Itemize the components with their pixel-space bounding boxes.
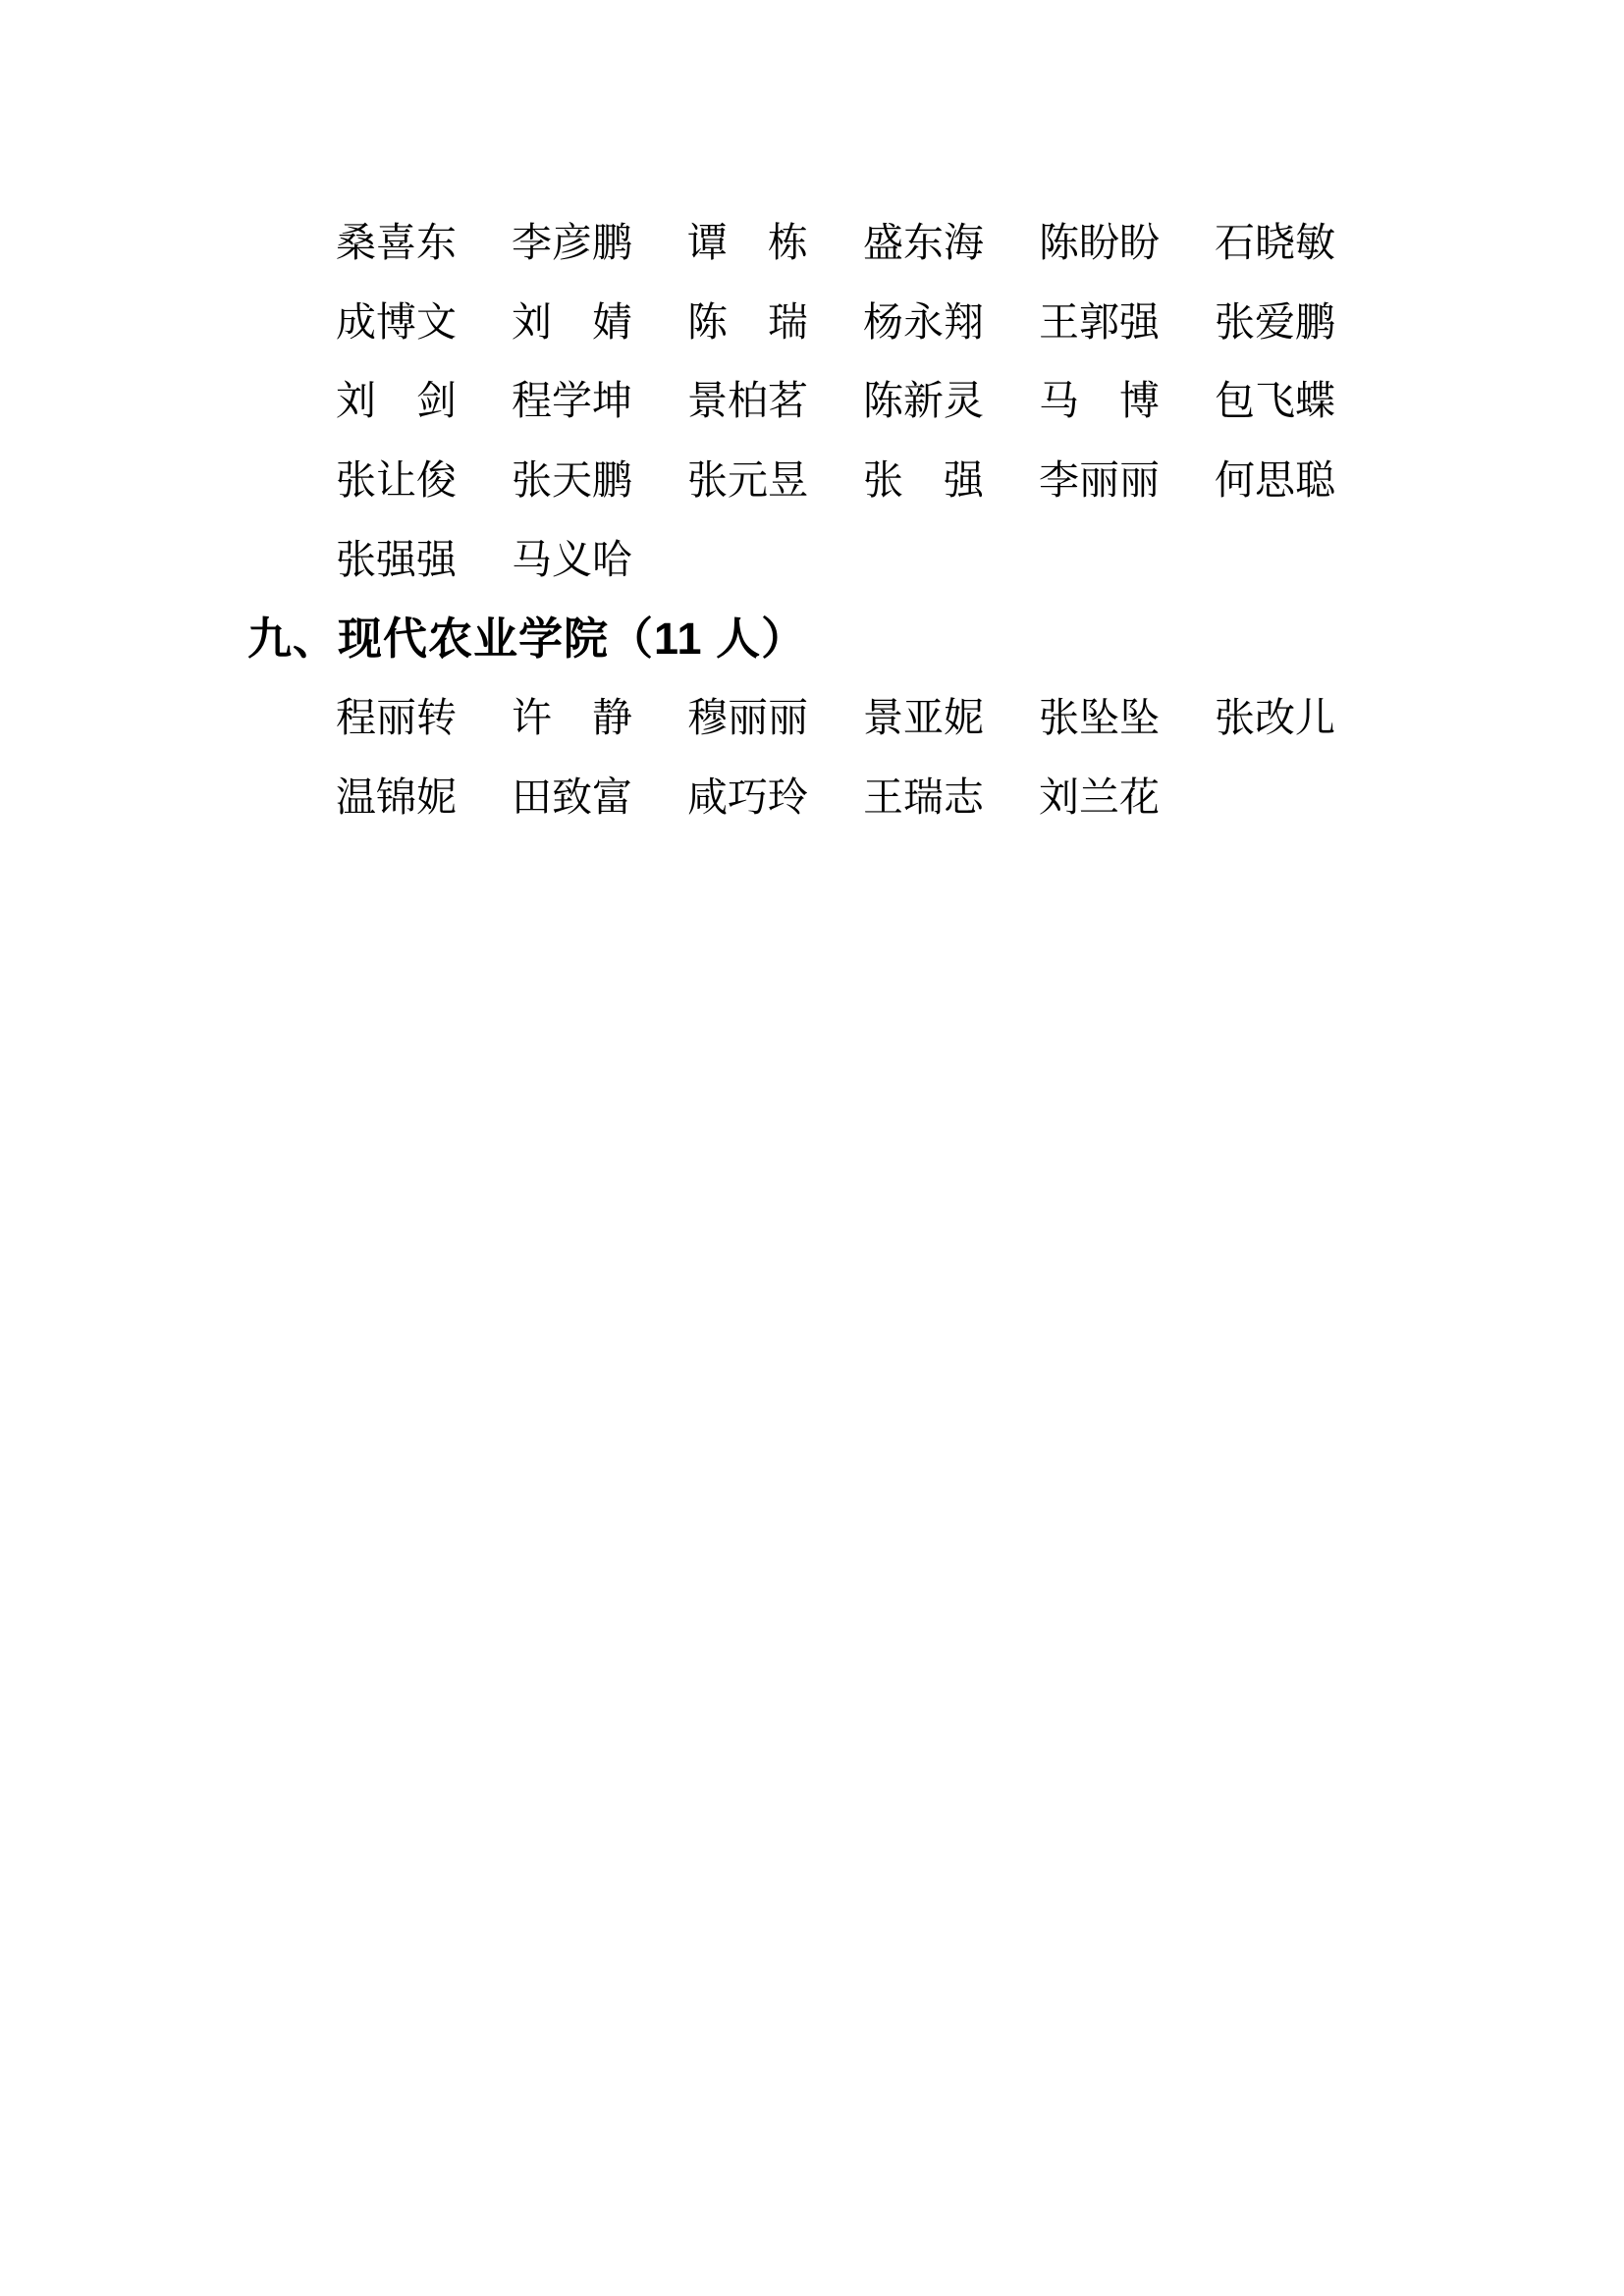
person-name: 刘 剑 bbox=[336, 378, 457, 424]
person-name: 成博文 bbox=[336, 298, 457, 345]
person-name: 张改儿 bbox=[1215, 694, 1335, 740]
person-name: 王瑞志 bbox=[863, 774, 984, 820]
person-name: 何思聪 bbox=[1215, 456, 1335, 503]
person-name: 张爱鹏 bbox=[1215, 298, 1335, 345]
name-list-row bbox=[0, 441, 1624, 520]
person-name: 王郭强 bbox=[1039, 298, 1160, 345]
person-name: 包飞蝶 bbox=[1215, 378, 1335, 424]
name-list-row bbox=[0, 283, 1624, 362]
person-name: 桑喜东 bbox=[336, 219, 457, 265]
name-list-row bbox=[0, 678, 1624, 758]
person-name: 景柏茗 bbox=[687, 378, 808, 424]
person-name: 许 静 bbox=[512, 694, 632, 740]
person-name: 马 博 bbox=[1039, 378, 1160, 424]
person-name: 杨永翔 bbox=[863, 298, 984, 345]
person-name: 程丽转 bbox=[336, 694, 457, 740]
person-name: 穆丽丽 bbox=[687, 694, 808, 740]
name-list-row bbox=[0, 203, 1624, 283]
person-name: 田致富 bbox=[512, 774, 632, 820]
name-list-row bbox=[0, 361, 1624, 441]
person-name: 张强强 bbox=[336, 536, 457, 582]
person-name: 程学坤 bbox=[512, 378, 632, 424]
person-name: 刘兰花 bbox=[1039, 774, 1160, 820]
person-name: 景亚妮 bbox=[863, 694, 984, 740]
name-list-row bbox=[0, 758, 1624, 837]
person-name: 张元昱 bbox=[687, 456, 808, 503]
person-name: 刘 婧 bbox=[512, 298, 632, 345]
section-heading: 九、现代农业学院（11 人） bbox=[247, 614, 807, 665]
person-name: 盛东海 bbox=[863, 219, 984, 265]
person-name: 陈 瑞 bbox=[687, 298, 808, 345]
person-name: 咸巧玲 bbox=[687, 774, 808, 820]
person-name: 石晓敏 bbox=[1215, 219, 1335, 265]
person-name: 马义哈 bbox=[512, 536, 632, 582]
person-name: 张坠坠 bbox=[1039, 694, 1160, 740]
person-name: 陈新灵 bbox=[863, 378, 984, 424]
person-name: 张天鹏 bbox=[512, 456, 632, 503]
name-list-row bbox=[0, 520, 1624, 600]
person-name: 张让俊 bbox=[336, 456, 457, 503]
person-name: 谭 栋 bbox=[687, 219, 808, 265]
person-name: 李丽丽 bbox=[1039, 456, 1160, 503]
person-name: 温锦妮 bbox=[336, 774, 457, 820]
person-name: 陈盼盼 bbox=[1039, 219, 1160, 265]
person-name: 张 强 bbox=[863, 456, 984, 503]
page-content bbox=[0, 203, 1624, 837]
person-name: 李彦鹏 bbox=[512, 219, 632, 265]
